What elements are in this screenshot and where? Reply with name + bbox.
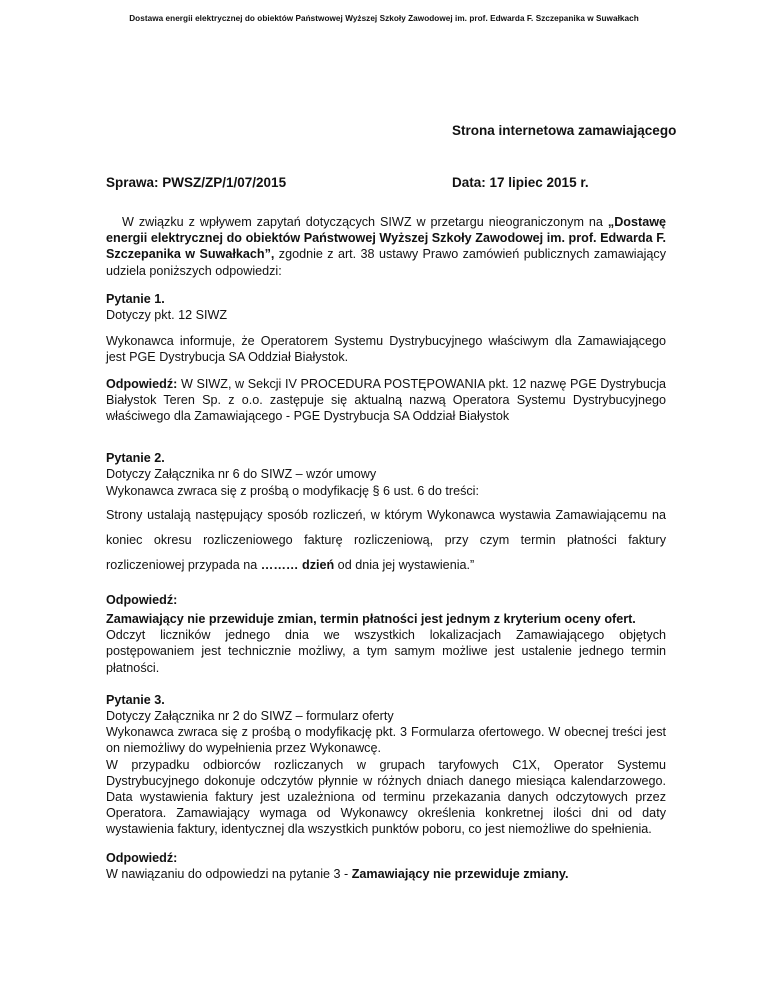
intro-text-2: zgodnie z art. 38 ustawy Prawo zamówień publicznych zamawiający udziela poniższych odpowiedzi: <box>106 247 666 278</box>
q3-request: Wykonawca zwraca się z prośbą o modyfikację pkt. 3 Formularza ofertowego. W obecnej treści jest on niemożliwy do wypełnienia przez Wykonawcę. <box>106 725 666 756</box>
q3-text: W przypadku odbiorców rozliczanych w grupach taryfowych C1X, Operator Systemu Dystrybucyjnego dokonuje odczytów płynnie w różnych dniach danego miesiąca kalendarzowego. Data wystawienia faktury jest uzależniona od terminu przekazania danych odczytowych przez Operatora. Zamawiający wymaga od Wykonawcy określenia konkretnej ilości dni od daty wystawienia faktury, identycznej dla wszystkich punktów poboru, co jest niemożliwe do spełnienia. <box>106 757 666 837</box>
q1-answer-label: Odpowiedź: <box>106 376 178 391</box>
q3-answer-label-text: Odpowiedź: <box>106 850 178 865</box>
q3-title <box>106 692 666 708</box>
q2-answer-label <box>106 592 666 608</box>
q3-subject: Dotyczy Załącznika nr 2 do SIWZ – formularz oferty <box>106 709 394 724</box>
q3-answer-bold: Zamawiający nie przewiduje zmiany. <box>351 866 569 881</box>
intro-text-1: W związku z wpływem zapytań dotyczących SIWZ w przetargu nieograniczonym na <box>122 215 608 229</box>
q1-text: Wykonawca informuje, że Operatorem Systemu Dystrybucyjnego właściwym dla Zamawiającego jest PGE Dystrybucja SA Oddział Białystok. <box>106 334 666 365</box>
q2-answer-text: Odczyt liczników jednego dnia we wszystkich lokalizacjach Zamawiającego objętych postępowaniem jest technicznie możliwy, a tym samym możliwe jest ustalenie jednego termin płatności. <box>106 628 666 675</box>
q1-title <box>106 291 666 307</box>
q2-answer-bold <box>106 611 666 627</box>
q2-quote-bold: ……… dzień <box>260 557 335 572</box>
q3-answer <box>106 866 666 882</box>
running-header: Dostawa energii elektrycznej do obiektów Państwowej Wyższej Szkoły Zawodowej im. prof. Edwarda F. Szczepanika w Suwałkach <box>129 14 639 23</box>
q2-subject: Dotyczy Załącznika nr 6 do SIWZ – wzór umowy <box>106 467 377 482</box>
q1-answer-text: W SIWZ, w Sekcji IV PROCEDURA POSTĘPOWANIA pkt. 12 nazwę PGE Dystrybucja Białystok Teren Sp. z o.o. zastępuje się aktualną nazwą Operatora Systemu Dystrybucyjnego właściwego dla Zamawiającego - PGE Dystrybucja SA Oddział Białystok <box>106 376 666 424</box>
q2-answer-label-text: Odpowiedź: <box>106 592 178 607</box>
q3-title-text: Pytanie 3. <box>106 692 165 707</box>
document-body <box>106 214 666 882</box>
intro-paragraph <box>106 214 666 279</box>
case-number: Sprawa: PWSZ/ZP/1/07/2015 <box>106 175 287 190</box>
q3-answer-text: W nawiązaniu do odpowiedzi na pytanie 3 - <box>106 866 352 881</box>
q3-answer-label <box>106 850 666 866</box>
website-label: Strona internetowa zamawiającego <box>452 123 677 138</box>
document-date: Data: 17 lipiec 2015 r. <box>452 175 589 190</box>
q2-title-text: Pytanie 2. <box>106 451 165 466</box>
q1-title-text: Pytanie 1. <box>106 291 165 306</box>
q2-request: Wykonawca zwraca się z prośbą o modyfikację § 6 ust. 6 do treści: <box>106 483 479 498</box>
q1-answer <box>106 376 666 425</box>
q1-subject: Dotyczy pkt. 12 SIWZ <box>106 308 228 323</box>
q2-quote <box>106 503 666 578</box>
q2-quote-a: Strony ustalają następujący sposób rozliczeń, w którym Wykonawca wystawia Zamawiającemu na koniec okresu rozliczeniowego fakturę rozliczeniową, przy czym termin płatności faktury rozliczeniowej przypada na <box>106 507 666 572</box>
q2-answer-bold-text: Zamawiający nie przewiduje zmian, termin płatności jest jednym z kryterium oceny ofert. <box>106 612 636 627</box>
q2-quote-b: od dnia jej wystawienia.” <box>334 557 475 572</box>
tender-title: „Dostawę energii elektrycznej do obiektów Państwowej Wyższej Szkoły Zawodowej im. prof. Edwarda F. Szczepanika w Suwałkach”, <box>106 215 666 262</box>
q2-title <box>106 450 666 466</box>
